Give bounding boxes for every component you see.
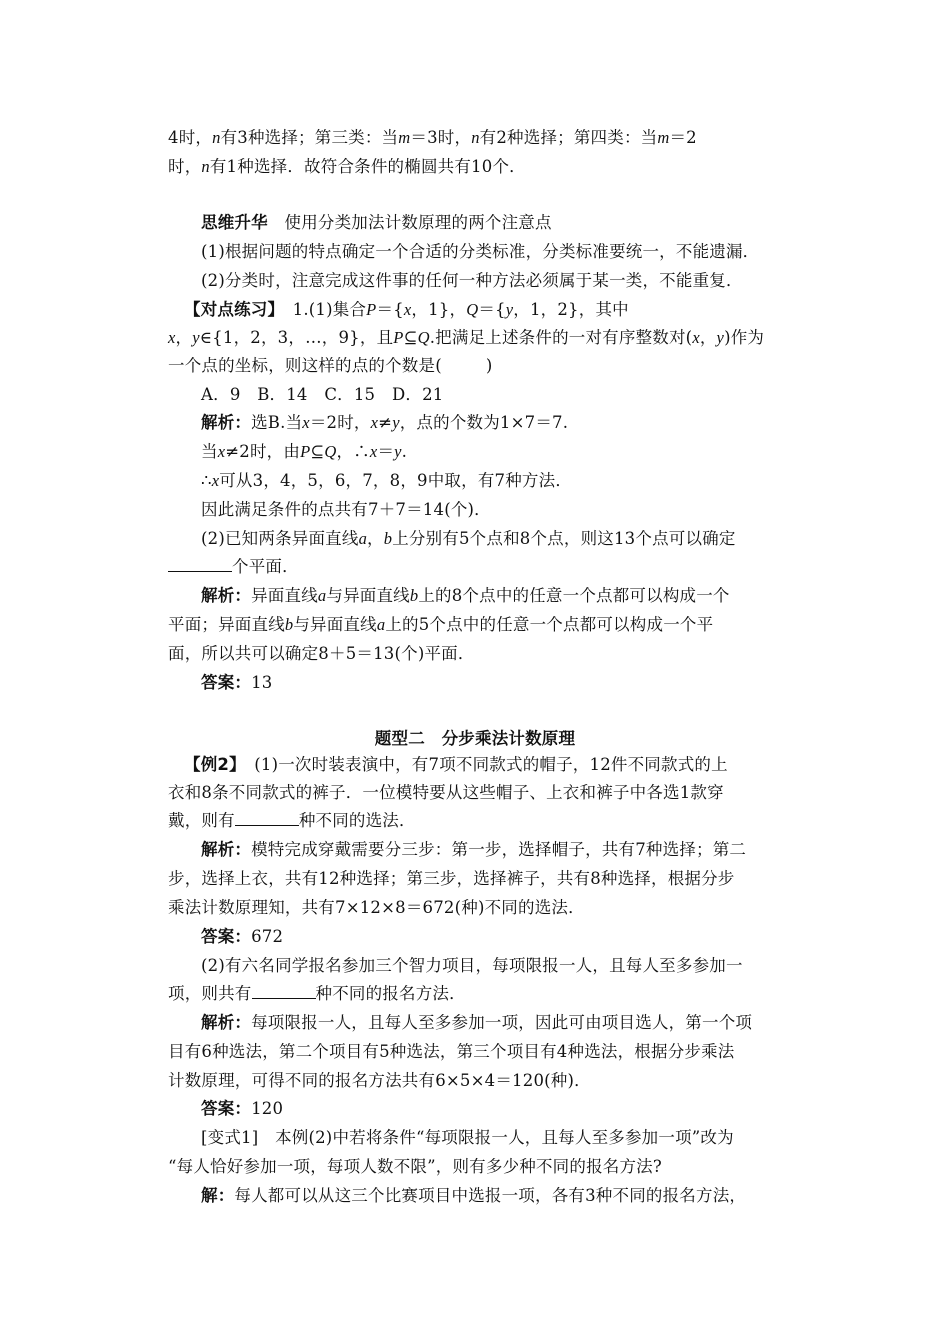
text-line: 4时，n有3种选择；第三类：当m＝3时，n有2种选择；第四类：当m＝2 — [168, 128, 697, 147]
summary-heading: 思维升华 使用分类加法计数原理的两个注意点 — [201, 213, 552, 232]
analysis-line: 解析：每项限报一人，且每人至多参加一项，因此可由项目选人，第一个项 — [201, 1013, 753, 1032]
text-line: (2)已知两条异面直线a，b上分别有5个点和8个点，则这13个点可以确定 — [201, 529, 736, 548]
text-line: 因此满足条件的点共有7＋7＝14(个)． — [201, 500, 491, 519]
analysis-line: 解析：模特完成穿戴需要分三步：第一步，选择帽子，共有7种选择；第二 — [201, 840, 747, 859]
text-line: 平面；异面直线b与异面直线a上的5个点中的任意一个点都可以构成一个平 — [168, 615, 714, 634]
text-line: 步，选择上衣，共有12种选择；第三步，选择裤子，共有8种选择，根据分步 — [168, 869, 735, 888]
answer-line: 答案：13 — [201, 673, 273, 692]
text-line: 乘法计数原理知，共有7×12×8＝672(种)不同的选法． — [168, 898, 585, 917]
text-line: 衣和8条不同款式的裤子．一位模特要从这些帽子、上衣和裤子中各选1款穿 — [168, 783, 724, 802]
text-line: 项，则共有 种不同的报名方法． — [168, 984, 466, 1003]
text-line: 时，n有1种选择．故符合条件的椭圆共有10个． — [168, 157, 526, 176]
text-line: 面，所以共可以确定8＋5＝13(个)平面． — [168, 644, 475, 663]
options-line: A．9 B．14 C．15 D．21 — [201, 385, 444, 404]
practice-heading: 【对点练习】 1.(1)集合P＝{x，1}，Q＝{y，1，2}，其中 — [184, 300, 629, 319]
text-line: (1)根据问题的特点确定一个合适的分类标准，分类标准要统一，不能遗漏． — [201, 242, 760, 261]
text-line: (2)分类时，注意完成这件事的任何一种方法必须属于某一类，不能重复． — [201, 271, 743, 290]
analysis-line: 解析：选B.当x＝2时，x≠y，点的个数为1×7＝7. — [201, 413, 569, 432]
text-line: ∴x可从3，4，5，6，7，8，9中取，有7种方法． — [201, 471, 573, 490]
text-line: x，y∈{1，2，3，…，9}，且P⊆Q.把满足上述条件的一对有序整数对(x，y)作为 — [168, 328, 765, 347]
solution-line: 解：每人都可以从这三个比赛项目中选报一项，各有3种不同的报名方法， — [201, 1186, 747, 1205]
analysis-line: 解析：异面直线a与异面直线b上的8个点中的任意一个点都可以构成一个 — [201, 586, 730, 605]
text-line: “每人恰好参加一项，每项人数不限”，则有多少种不同的报名方法? — [168, 1157, 662, 1176]
example-heading: 【例2】 (1)一次时装表演中，有7项不同款式的帽子，12件不同款式的上 — [184, 755, 728, 774]
text-line: 个平面． — [168, 557, 788, 577]
text-line: 当x≠2时，由P⊆Q，∴x＝y. — [201, 442, 408, 461]
answer-line: 答案：120 — [201, 1099, 284, 1118]
text-line: (2)有六名同学报名参加三个智力项目，每项限报一人，且每人至多参加一 — [201, 956, 743, 975]
text-line: 计数原理，可得不同的报名方法共有6×5×4＝120(种)． — [168, 1071, 591, 1090]
text-line: 戴，则有 种不同的选法． — [168, 811, 416, 830]
text-line: 目有6种选法，第二个项目有5种选法，第三个项目有4种选法，根据分步乘法 — [168, 1042, 735, 1061]
answer-line: 答案：672 — [201, 927, 284, 946]
answer-blank — [168, 557, 232, 572]
answer-blank — [252, 984, 316, 999]
answer-blank — [235, 811, 299, 826]
variant-line: [变式1] 本例(2)中若将条件“每项限报一人，且每人至多参加一项”改为 — [201, 1128, 734, 1147]
text-line: 一个点的坐标，则这样的点的个数是( ) — [168, 356, 493, 375]
section-title: 题型二 分步乘法计数原理 — [374, 729, 576, 748]
